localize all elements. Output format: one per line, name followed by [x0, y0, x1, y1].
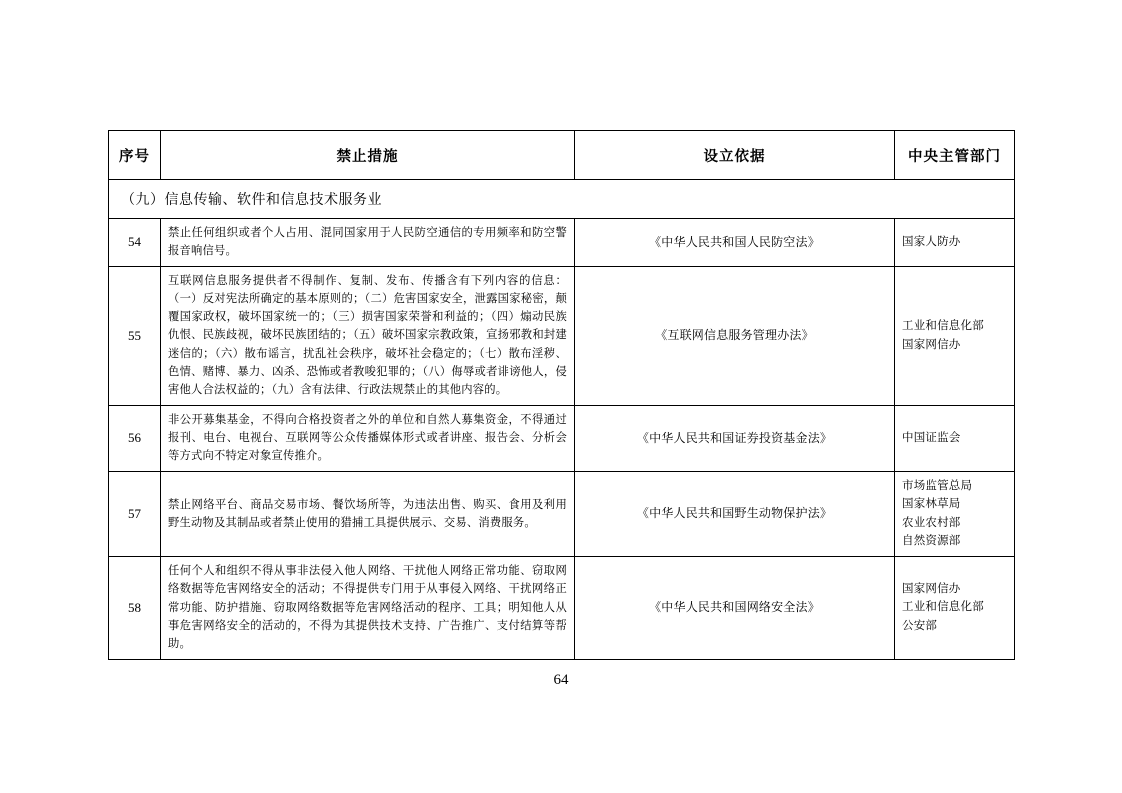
row-legal-basis: 《中华人民共和国证券投资基金法》 — [575, 405, 895, 471]
table-header-row — [109, 131, 1015, 180]
row-legal-basis: 《中华人民共和国网络安全法》 — [575, 557, 895, 659]
row-department-list — [895, 405, 1015, 471]
header-central-department: 中央主管部门 — [895, 131, 1015, 180]
row-department-list — [895, 471, 1015, 557]
department-item: 国家人防办 — [902, 235, 961, 248]
department-item: 国家网信办 — [902, 338, 961, 351]
table-row — [109, 219, 1015, 267]
department-item: 中国证监会 — [902, 431, 961, 444]
row-department-list — [895, 557, 1015, 659]
table-row — [109, 405, 1015, 471]
row-serial-number: 58 — [109, 557, 161, 659]
row-department-list — [895, 266, 1015, 405]
table-section-row — [109, 180, 1015, 219]
row-serial-number: 54 — [109, 219, 161, 267]
header-serial-number: 序号 — [109, 131, 161, 180]
department-item: 国家网信办 — [902, 582, 961, 595]
row-measure-text: 非公开募集基金，不得向合格投资者之外的单位和自然人募集资金，不得通过报刊、电台、电视台、互联网等公众传播媒体形式或者讲座、报告会、分析会等方式向不特定对象宣传推介。 — [161, 405, 575, 471]
table-row — [109, 266, 1015, 405]
row-measure-text: 禁止网络平台、商品交易市场、餐饮场所等，为违法出售、购买、食用及利用野生动物及其制品或者禁止使用的猎捕工具提供展示、交易、消费服务。 — [161, 471, 575, 557]
department-item: 自然资源部 — [902, 535, 961, 548]
header-legal-basis: 设立依据 — [575, 131, 895, 180]
row-measure-text: 禁止任何组织或者个人占用、混同国家用于人民防空通信的专用频率和防空警报音响信号。 — [161, 219, 575, 267]
department-item: 市场监管总局 — [902, 479, 973, 492]
department-item: 农业农村部 — [902, 516, 961, 529]
table-row — [109, 471, 1015, 557]
section-title: （九）信息传输、软件和信息技术服务业 — [109, 180, 1015, 219]
department-item: 工业和信息化部 — [902, 601, 984, 614]
row-serial-number: 57 — [109, 471, 161, 557]
header-prohibited-measure: 禁止措施 — [161, 131, 575, 180]
page-number: 64 — [553, 672, 569, 688]
row-legal-basis: 《互联网信息服务管理办法》 — [575, 266, 895, 405]
department-item: 工业和信息化部 — [902, 320, 984, 332]
row-measure-text: 互联网信息服务提供者不得制作、复制、发布、传播含有下列内容的信息：（一）反对宪法所确定的基本原则的；（二）危害国家安全，泄露国家秘密，颠覆国家政权，破坏国家统一的；（三）损害国家荣誉和利益的；（四）煽动民族仇恨、民族歧视，破坏民族团结的；（五）破坏国家宗教政策，宣扬邪教和封建迷信的；（六）散布谣言，扰乱社会秩序，破坏社会稳定的；（七）散布淫秽、色情、赌博、暴力、凶杀、恐怖或者教唆犯罪的；（八）侮辱或者诽谤他人，侵害他人合法权益的；（九）含有法律、行政法规禁止的其他内容的。 — [161, 266, 575, 405]
row-serial-number: 55 — [109, 266, 161, 405]
row-serial-number: 56 — [109, 405, 161, 471]
row-legal-basis: 《中华人民共和国人民防空法》 — [575, 219, 895, 267]
row-measure-text: 任何个人和组织不得从事非法侵入他人网络、干扰他人网络正常功能、窃取网络数据等危害网络安全的活动；不得提供专门用于从事侵入网络、干扰网络正常功能、防护措施、窃取网络数据等危害网络活动的程序、工具；明知他人从事危害网络安全的活动的，不得为其提供技术支持、广告推广、支付结算等帮助。 — [161, 557, 575, 659]
department-item: 国家林草局 — [902, 498, 961, 511]
table-row — [109, 557, 1015, 659]
row-department-list — [895, 219, 1015, 267]
row-legal-basis: 《中华人民共和国野生动物保护法》 — [575, 471, 895, 557]
department-item: 公安部 — [902, 620, 938, 633]
prohibited-measures-table — [108, 130, 1015, 660]
